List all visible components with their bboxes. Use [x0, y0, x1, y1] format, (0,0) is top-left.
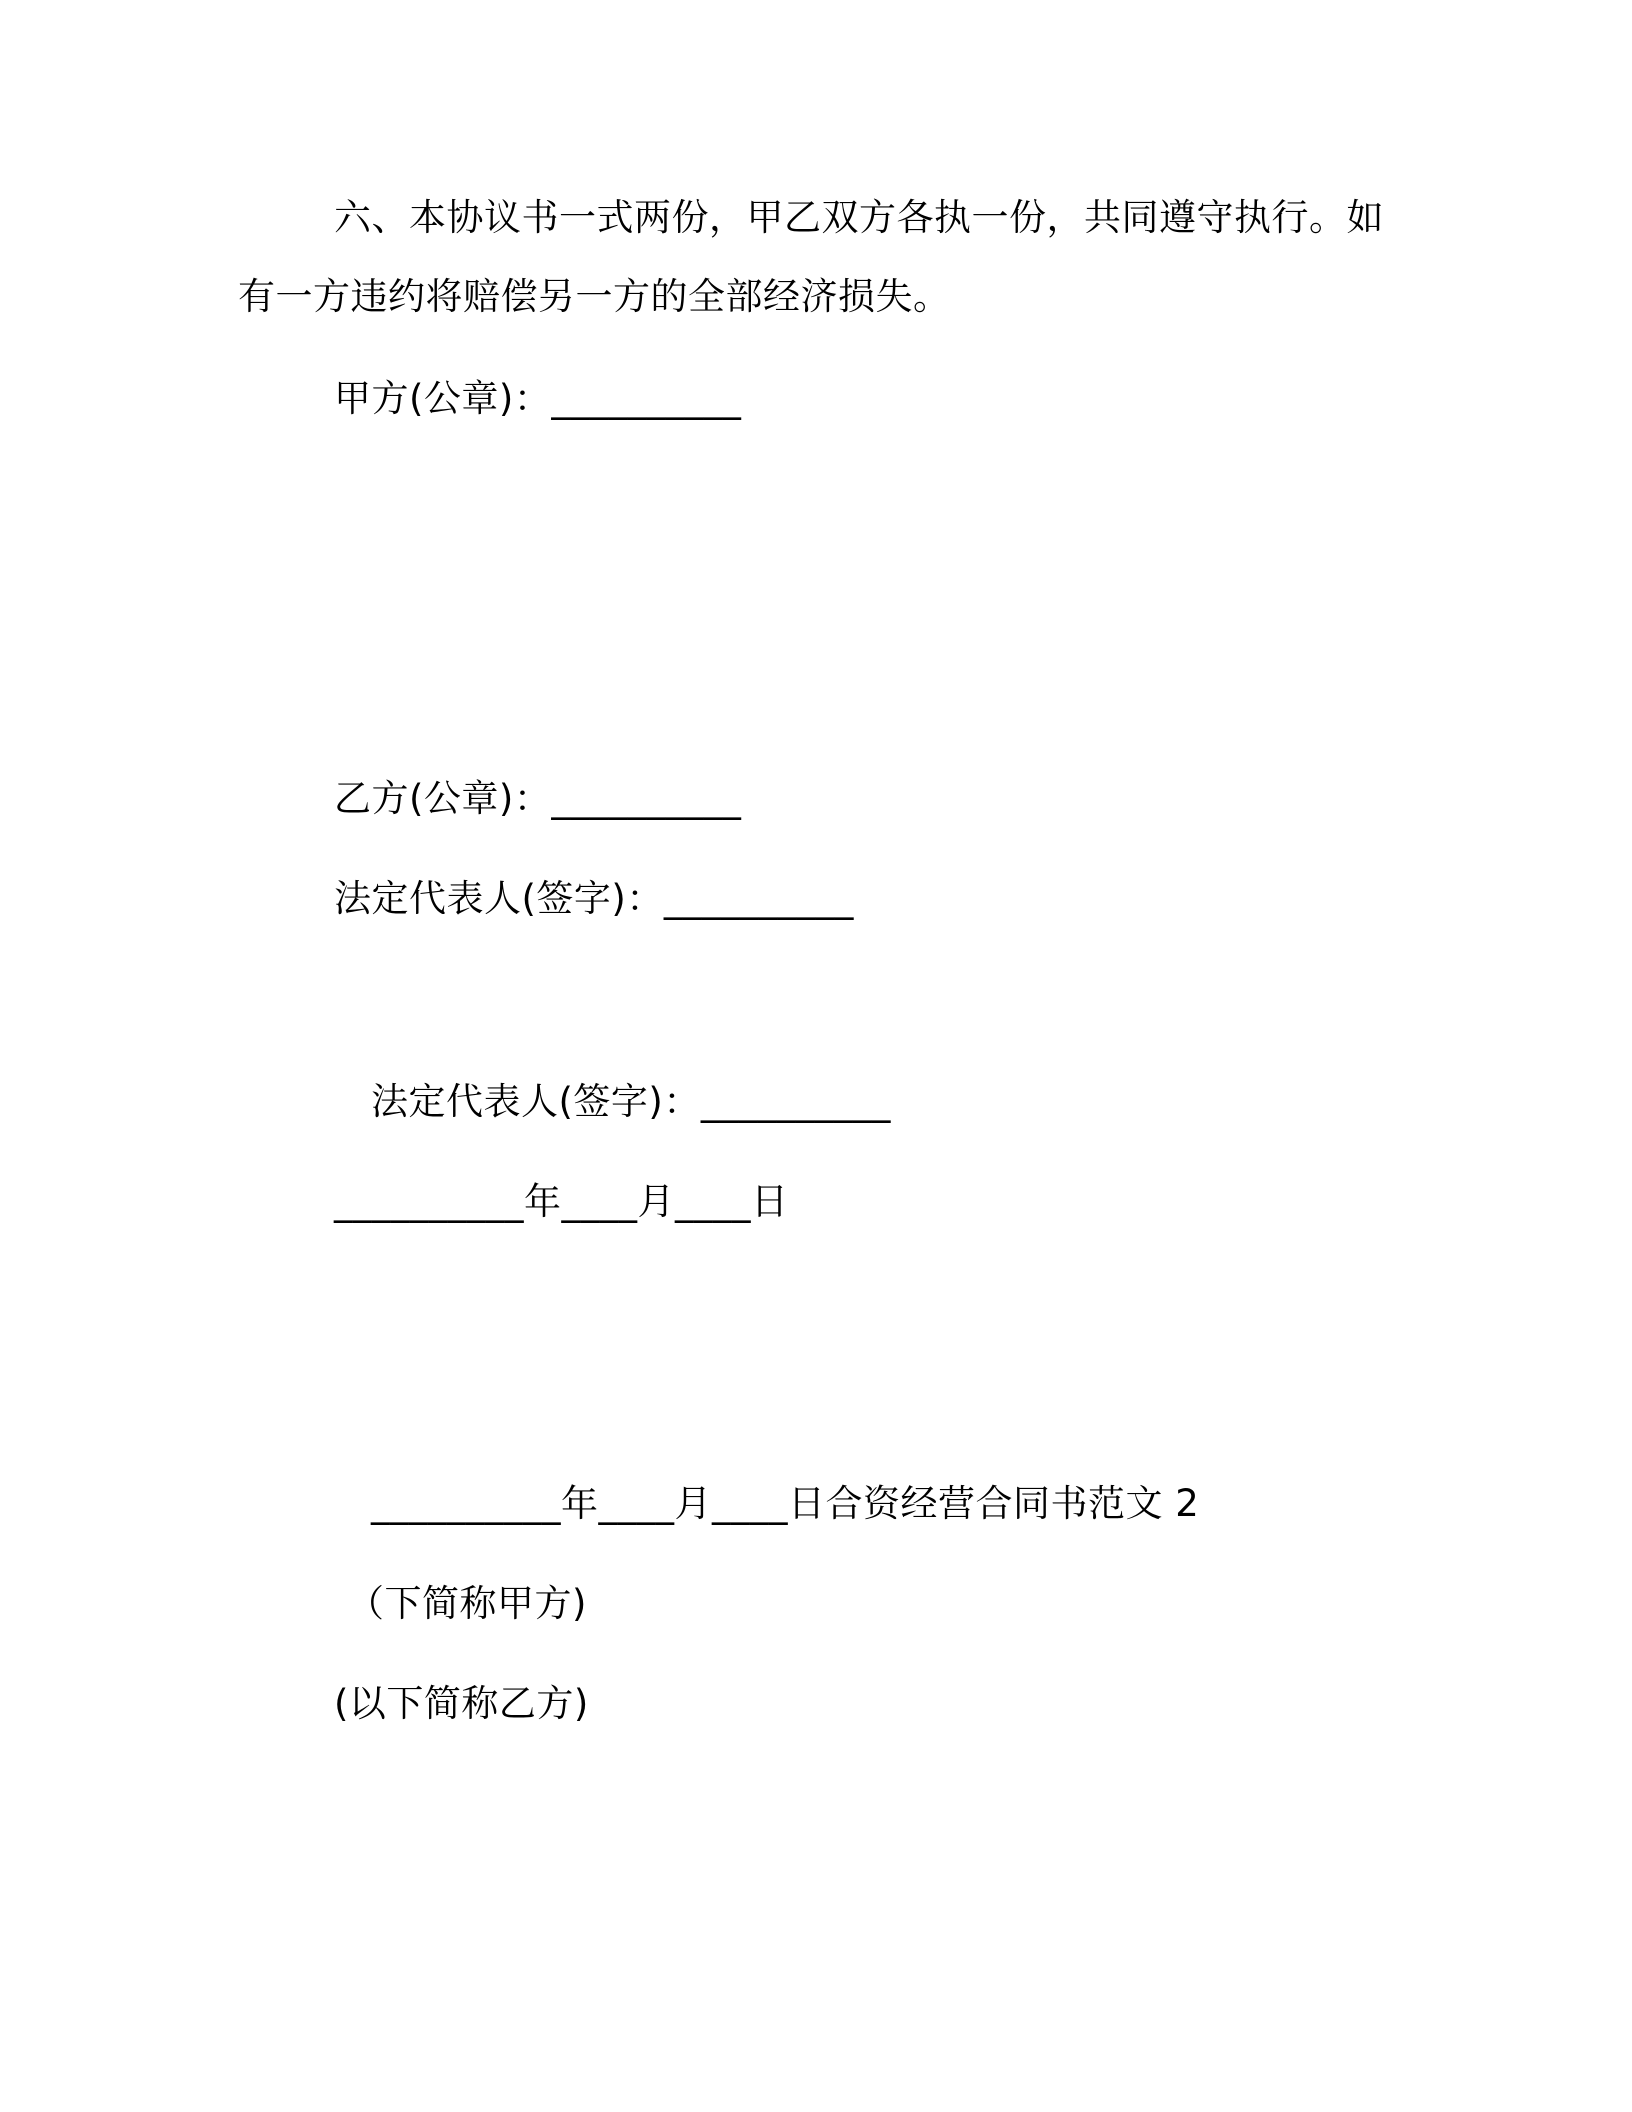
- legal-rep-signature-line-2: 法定代表人(签字)：__________: [371, 1080, 891, 1123]
- clause-six-line-1: 六、本协议书一式两份，甲乙双方各执一份，共同遵守执行。如: [334, 196, 1384, 239]
- short-name-party-a: （下简称甲方): [347, 1582, 587, 1625]
- date-line: __________年____月____日: [334, 1180, 789, 1223]
- contract-title-line: __________年____月____日合资经营合同书范文 2: [371, 1482, 1200, 1525]
- clause-six-line-2: 有一方违约将赔偿另一方的全部经济损失。: [238, 275, 951, 318]
- party-a-seal-line: 甲方(公章)：__________: [334, 377, 742, 420]
- party-b-seal-line: 乙方(公章)：__________: [334, 777, 742, 820]
- short-name-party-b: (以下简称乙方): [334, 1682, 589, 1725]
- legal-rep-signature-line-1: 法定代表人(签字)：__________: [334, 877, 854, 920]
